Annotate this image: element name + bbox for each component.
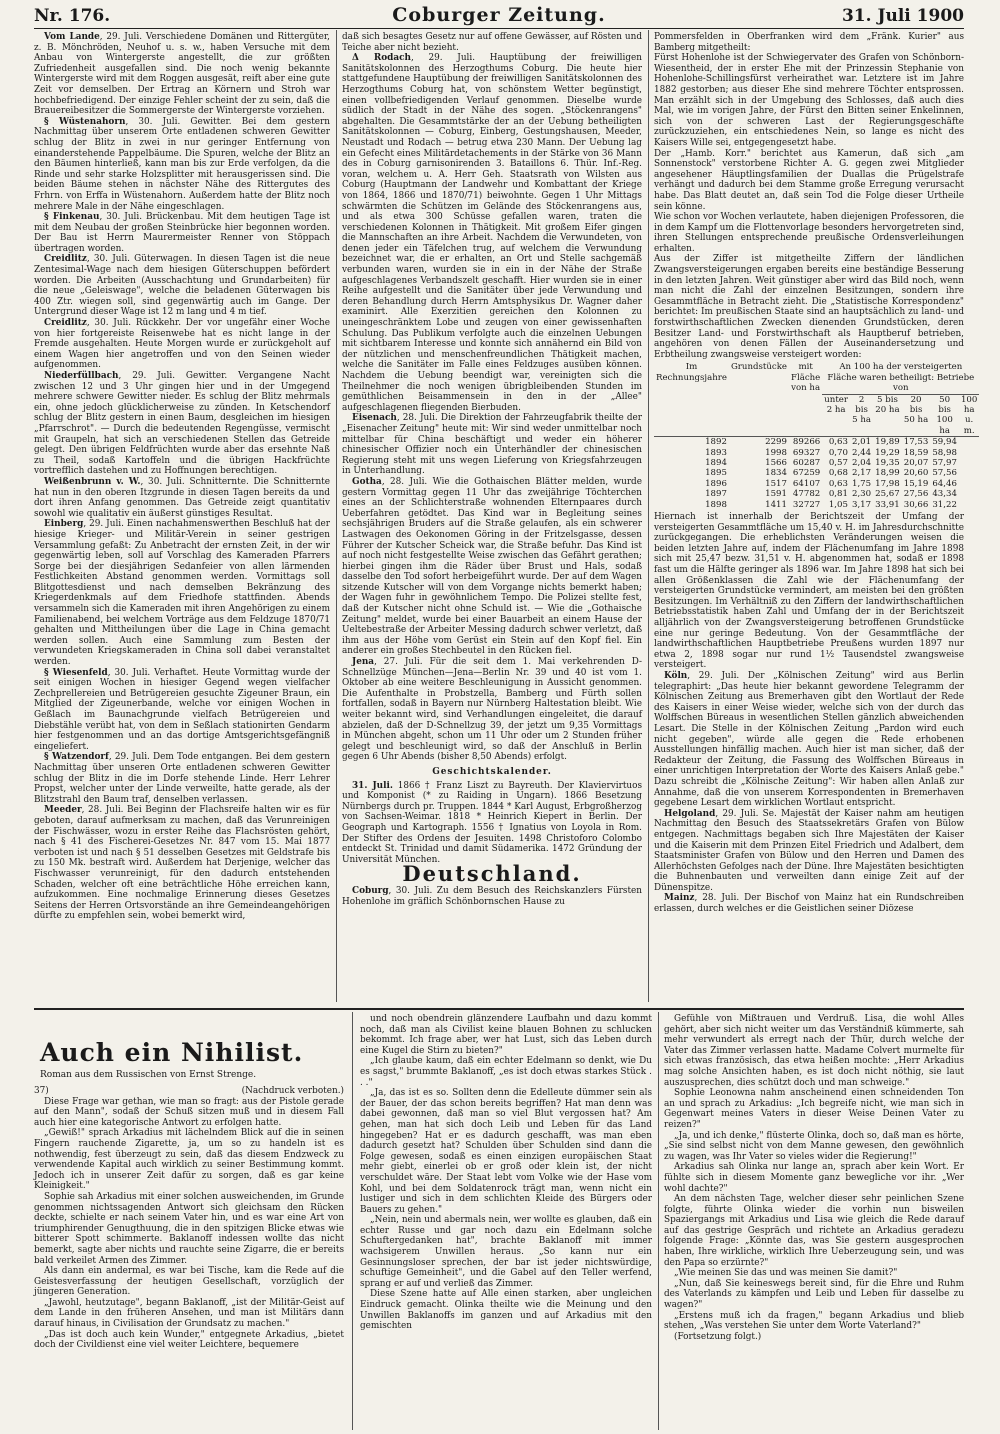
- table-cell: 47782: [792, 489, 821, 500]
- table-cell: 0,63: [828, 437, 848, 448]
- story-paragraph: „Nun, daß Sie keineswegs bereit sind, für die Ehre und Ruhm des Vaterlands zu kämpfen und Leib und Leben für dasselbe zu wagen?": [664, 1278, 964, 1311]
- story-paragraph: „Jawohl, heutzutage", begann Baklanoff, „ist der Militär-Geist auf dem Lande in den früheren Ansehen, und man ist Militärs dann darauf hinaus, in Civilisation der Grundsatz zu machen.": [34, 1297, 344, 1330]
- story-paragraph: Diese Szene hatte auf Alle einen starken, aber ungleichen Eindruck gemacht. Olinka theilte wie die Meinung und den Unwillen Baklanoffs im ganzen und auf Arkadius mit den gemischten: [360, 1289, 652, 1332]
- article-dateline: Δ Rodach: [352, 53, 411, 64]
- story-paragraph: „Wie meinen Sie das und was meinen Sie damit?": [674, 1268, 898, 1279]
- table-header: An 100 ha der versteigerten Fläche waren betheiligt: Betriebe von: [822, 362, 979, 394]
- table-cell: 64,46: [932, 478, 957, 489]
- article-paragraph: [34, 477, 330, 519]
- table-cell: 32727: [792, 499, 821, 510]
- table-cell: 2299: [765, 437, 787, 448]
- table-row: [654, 489, 979, 499]
- reprint-note: (Nachdruck verboten.): [241, 1086, 344, 1096]
- table-cell: 18,99: [875, 468, 900, 479]
- table-row: [654, 458, 979, 468]
- article-text: , 29. Juli. Se. Majestät der Kaiser nahm am heutigen Nachmittag den Besuch des Staatssekretärs Grafen von Bülow entgegen. Nachmittags begaben sich Ihre Majestäten der Kaiser und die Kaiserin mit dem Prinzen Eitel Friedrich und Adalbert, dem Staatsminister Grafen von Bülow und den Herren und Damen des Allerhöchsten Gefolges nach der Düne. Ihre Majestäten besichtigten die Buhnenbauten und verweilten dann einige Zeit auf der Dünenspitze.: [654, 808, 964, 893]
- table-cell: 25,67: [875, 489, 900, 500]
- table-cell: 2,44: [851, 447, 872, 458]
- table-cell: 19,89: [875, 437, 900, 448]
- article-dateline: Eisenach: [352, 413, 397, 424]
- article-text: , 28. Juli. Wie die Gothaischen Blätter melden, wurde gestern Vormittag gegen 11 Uhr das zweijährige Töchterchen eines an der Schlichterstraße wohnenden Elternpaares durch Ueberfahren getödtet. Das Kind war in Begleitung seines sechsjährigen Bruders auf die Straße gelaufen, als ein schwerer Lastwagen des Oekonomen Göring in der Fritzelsgasse, dessen Führer der Kutscher Scheick war, die Straße befuhr. Das Kind ist auf noch nicht festgestellte Weise zwischen das Gefährt gerathen; hierbei gingen ihm die Räder über Brust und Hals, sodaß dasselbe den Tod sofort herbeigeführt wurde. Der auf dem Wagen sitzende Kutscher will von dem Vorgange nichts bemerkt haben; der Wagen fuhr in gewöhnlichem Tempo. Die Polizei stellte fest, daß der Kutscher nicht ohne Schuld ist. — Wie die „Gothaische Zeitung" meldet, wurde bei einer Bauarbeit an einem Hause der Ueltebestraße der Arbeiter Messing dadurch schwer verletzt, daß ihm aus der Höhe vom Gerüst ein Stein auf den Kopf fiel. Ein anderer ein großes Stechbeutel in den Rücken fiel.: [342, 476, 642, 657]
- story-paragraph: Gefühle von Mißtrauen und Verdruß. Lisa, die wohl Alles gehört, aber sich nicht weiter um das Verständniß kümmerte, sah mehr verwundert als erregt nach der Thür, durch welche der Vater das Zimmer verlassen hatte. Madame Colvert murmelte für sich etwas französisch, das etwa heißen mochte: „Herr Arkadius mag solche Ansichten haben, es ist doch nicht nöthig, sie laut auszusprechen, dies schützt doch und man schweige.": [664, 1014, 964, 1088]
- article-text: , 29. Juli. Der „Kölnischen Zeitung" wird aus Berlin telegraphirt: „Das heute hier bekannt gewordene Telegramm der Kölnischen Zeitung aus Bremerhaven gibt den Wortlaut der Rede des Kaisers in einer Weise wieder, welche sich von der durch das Wolffschen Büreaus in wesentlichen Stellen gänzlich abweichenden Lesart. Die Stelle in der Kölnischen Zeitung „Pardon wird euch nicht gegeben", würde alle gegen die Rede erhobenen Ausstellungen hinfällig machen. Auch hier ist man sicher, daß der Redakteur der Zeitung, die Fassung des Wolffschen Büreaus in einer unrichtigen Interpretation der Worte des Kaisers Anlaß gebe." Dazu schreibt die „Kölnische Zeitung": Wir haben allen Anlaß zur Annahme, daß die von unserem Korrespondenten in Bremerhaven gegebene Lesart dem wirklichen Wortlaut entspricht.: [654, 671, 964, 809]
- table-row: [654, 448, 979, 458]
- column-divider: [648, 30, 649, 1002]
- issue-number: Nr. 176.: [34, 6, 111, 26]
- article-text: , 28. Juli. Der Bischof von Mainz hat ein Rundschreiben erlassen, durch welches er die Geistlichen seiner Diözese: [654, 893, 964, 915]
- feuilleton-number: [34, 1086, 344, 1097]
- article-paragraph: [34, 668, 330, 753]
- table-cell: 1898: [705, 499, 727, 510]
- table-cell: 19,35: [875, 458, 900, 469]
- article-text: Pommersfelden in Oberfranken wird dem „Fränk. Kurier" aus Bamberg mitgetheilt:: [654, 32, 964, 53]
- article-text: , 29. Juli. Hauptübung der freiwilligen Sanitätskolonnen des Herzogthums Coburg. Die heute hier stattgefundene Hauptübung der freiwilligen Sanitätskolonnen des Herzogthums Coburg hat, von schönstem Wetter begünstigt, einen vollbefriedigenden Verlauf genommen. Dieselbe wurde südlich der Stadt in der Nähe des sogen. „Stöckenrangens" abgehalten. Die Gesammtstärke der an der Uebung betheiligten Sanitätskolonnen — Coburg, Einberg, Gestungshausen, Meeder, Neustadt und Rodach — betrug etwa 230 Mann. Der Uebung lag ein Gefecht eines Militärdetachements in der Stärke von 36 Mann des in Coburg garnisonirenden 3. Bataillons 6. Thür. Inf.-Reg. voran, welchem u. A. Herr Geh. Staatsrath von Wilsten aus Coburg (Hauptmann der Landwehr und Kombattant der Kriege von 1864, 1866 und 1870/71) beiwohnte. Gegen 1 Uhr Mittags schwärmten die Schützen im Gelände des Stöckenrangens aus, und als etwa 300 Schüsse gefallen waren, traten die verschiedenen Kolonnen in Thätigkeit. Mit großem Eifer gingen die Mannschaften an ihre Arbeit. Nachdem die Verwundeten, von denen jeder ein Täfelchen trug, auf welchem die Verwundung bezeichnet war, die er erhalten, an Ort und Stelle sachgemäß verbunden waren, wurden sie in ein in der Nähe der Straße aufgeschlagenes Verbandszelt geschafft. Hier wurden sie in einer Reihe aufgestellt und die Sanitäter über jede Verwundung und deren Behandlung durch Herrn Amtsphysikus Dr. Wagner daher examinirt. Alle Exerzitien gereichen den Kolonnen zu uneingeschränktem Lobe und zeugen von einer gewissenhaften Schulung. Das Publikum verfolgte auch die einzelnen Uebungen mit sichtbarem Interesse und konnte sich annähernd ein Bild von der nützlichen und menschenfreundlichen Thätigkeit machen, welche die Sanitäter im Falle eines Feldzuges ausüben können. Nachdem die Uebung beendigt war, vereinigten sich die Theilnehmer die noch wenigen übrigbleibenden Stunden im gemüthlichen Beisammensein in den in der „Allee" aufgeschlagenen fliegenden Bierbuden.: [342, 53, 642, 413]
- column-divider: [336, 30, 337, 1002]
- newspaper-title: Coburger Zeitung.: [392, 4, 606, 26]
- table-subheader: 50 bis 100 ha: [930, 394, 959, 437]
- article-paragraph: [654, 893, 964, 914]
- article-text: , 29. Juli. Verschiedene Domänen und Rittergüter, z. B. Mönchröden, Neuhof u. s. w., haben Versuche mit dem Anbau von Wintergerste angestellt, die zur größten Zufriedenheit ausgefallen sind. Die noch wenig bekannte Wintergerste wird mit dem Roggen ausgesät, reift aber eine gute Zeit vor demselben. Der Ertrag an Körnern und Stroh war hochbefriedigend. Der einzige Fehler scheint der zu sein, daß die Brauereibesitzer die Sommergerste der Wintergerste vorziehen.: [34, 32, 330, 117]
- table-cell: 1517: [765, 478, 787, 489]
- table-cell: 1896: [705, 478, 727, 489]
- article-paragraph: [342, 886, 642, 907]
- article-dateline: Jena: [352, 657, 375, 668]
- table-row: [654, 468, 979, 478]
- article-paragraph: [34, 752, 330, 805]
- table-cell: 67259: [792, 468, 821, 479]
- table-cell: 69327: [792, 447, 821, 458]
- masthead: [34, 4, 964, 26]
- article-text: , 29. Juli. Einen nachahmenswerthen Beschluß hat der hiesige Krieger- und Militär-Verein in seiner gestrigen Versammlung gefaßt: Zu Anbetracht der ernsten Zeit, in der wir gegenwärtig leben, soll auf Vorschlag des Kameraden Pfarrers Sorge bei der diesjährigen Sedanfeier von allen lärmenden Festlichkeiten Abstand genommen werden. Vormittags soll Blitgottesdienst und nach demselben Bekränzung des Kriegerdenkmals auf dem Friedhofe stattfinden. Abends versammeln sich die Kameraden mit ihren Angehörigen zu einem Familienabend, bei welchem Vorträge aus dem Feldzuge 1870/71 gehalten und Mittheilungen über die Lage in China gemacht werden sollen. Auch eine Sammlung zum Besten der verwundeten Kriegskameraden in China soll dabei veranstaltet werden.: [34, 519, 330, 668]
- article-dateline: Einberg: [44, 519, 84, 530]
- table-cell: 89266: [792, 437, 821, 448]
- article-text: Hiernach ist innerhalb der Berichtszeit der Umfang der versteigerten Gesammtfläche um 15,40 v. H. im Jahresdurchschnitte zurückgegangen. Die erheblichsten Veränderungen weisen die beiden letzten Jahre auf, indem der Flächenumfang im Jahre 1898 sich mit 25,47 bezw. 31,51 v. H. abgenommen hat, sodaß er 1898 fast um die Hälfte geringer als 1896 war. Im Jahre 1898 hat sich bei allen Größenklassen die Zahl wie der Flächenumfang der versteigerten Grundstücke vermindert, am meisten bei den größten Besitzungen. Im Verhältniß zu den Ziffern der landwirthschaftlichen Betriebsstatistik haben Zahl und Umfang der in der Berichtszeit alljährlich von der Zwangsversteigerung betroffenen Grundstücke eine nur geringe Bedeutung. Von der Gesammtfläche der landwirthschaftlichen Hauptbetriebe Preußens wurden 1897 nur etwa 2, 1898 sogar nur rund 1½ Tausendstel zwangsweise versteigert.: [654, 512, 964, 671]
- article-dateline: Niederfüllbach: [44, 371, 119, 381]
- article-paragraph: [342, 477, 642, 657]
- article-paragraph: [342, 53, 642, 413]
- table-cell: 58,98: [932, 447, 957, 458]
- article-paragraph: [654, 53, 964, 148]
- column-divider: [658, 1012, 659, 1430]
- article-text: , 30. Juli. Güterwagen. In diesen Tagen ist die neue Zentesimal-Wage nach dem hiesigen Güterschuppen befördert worden. Die Arbeiten (Ausschachtung und Grundarbeiten) für die neue „Geleiswage", welche die beladenen Güterwagen bis 400 Ztr. wiegen soll, sind gegenwärtig auch im Gange. Der Untergrund dieser Wage ist 12 m lang und 4 m tief.: [34, 254, 330, 318]
- table-cell: 0,57: [828, 458, 848, 469]
- feuilleton-title: Auch ein Nihilist.: [40, 1038, 304, 1067]
- article-text: , 29. Juli. Dem Tode entgangen. Bei dem gestern Nachmittag über unseren Orte entladenen schweren Gewitter schlug der Blitz in die im Dorfe stehende Linde. Herr Lehrer Propst, welcher unter der Linde verweilte, hatte gerade, als der Blitzstrahl den Baum traf, denselben verlassen.: [34, 752, 330, 805]
- article-paragraph: [654, 212, 964, 254]
- column-2: [342, 32, 642, 998]
- story-paragraph: Diese Frage war gethan, wie man so fragt: aus der Pistole gerade auf den Mann", sodaß der Schuß sitzen muß und in diesem Fall auch hier eine kategorische Antwort zu erfolgen hatte.: [34, 1096, 344, 1128]
- table-cell: 1892: [705, 437, 727, 448]
- feuilleton-column-3: [664, 1014, 964, 1426]
- article-dateline: § Wiesenfeld: [44, 667, 108, 678]
- table-cell: 2,17: [851, 468, 872, 479]
- article-text: , 30. Juli. Verhaftet. Heute Vormittag wurde der seit einigen Wochen in hiesiger Gegend wegen vielfacher Zechprellereien und Betrügereien gesuchte Zigeuner Braun, ein Mitglied der Zigeunerbande, welche vor einigen Wochen in Geßlach im Baunachgrunde vielfach Betrügereien und Diebstähle verübt hat, von dem in Seßlach stationirten Gendarm hier festgenommen und an das dortige Amtsgerichtsgefängniß eingeliefert.: [34, 667, 330, 752]
- story-paragraph: und noch obendrein glänzendere Laufbahn und dazu kommt noch, daß man als Civilist keine blauen Bohnen zu schlucken bekommt. Ich frage aber, wer hat Lust, sich das Leben durch eine Kugel die Stirn zu bieten?": [360, 1014, 652, 1056]
- header-rule: [34, 28, 964, 29]
- issue-date: 31. Juli 1900: [841, 6, 964, 26]
- article-paragraph: [34, 117, 330, 212]
- story-paragraph: Sophie sah Arkadius mit einer solchen ausweichenden, im Grunde genommen nichtssagenden Antwort sich gleichsam den Rücken deckte, schielte er nach seinem Vater hin, und es war eine Art von triumphirender Genugthuung, die in den spitzigen Blicke etwas wie bitterer Spott schimmerte. Baklanoff indessen wollte das nicht bemerkt, sagte aber nichts und rauchte seine Zigarre, die er bereits bald verkeilet Armen des Zimmer.: [34, 1191, 344, 1266]
- article-paragraph: [34, 318, 330, 371]
- table-cell: 1591: [765, 489, 787, 500]
- table-cell: 15,19: [903, 478, 929, 489]
- article-text: , 30. Juli. Brückenbau. Mit dem heutigen Tage ist mit dem Neubau der großen Steinbrücke hier begonnen worden. Der Bau ist Herrn Maurermeister Renner von Stöppach übertragen worden.: [34, 212, 330, 254]
- article-paragraph: [654, 809, 964, 894]
- table-subheader: 20 bis 50 ha: [902, 394, 931, 437]
- table-header: Im Rechnungsjahre: [654, 362, 729, 436]
- article-text: Der „Hamb. Korr." berichtet aus Kamerun, daß sich „am Sonnenstock" verstorbene Richter A. G. gegen zwei Mitglieder angesehener Häuptlingsfamilien der Duallas die Prügelstrafe verhängt und dadurch bei dem Stamme große Erregung verursacht habe. Das Blatt deutet an, daß sein Tod die Folge dieser Urtheile sein könne.: [654, 148, 964, 212]
- table-cell: 1998: [765, 447, 787, 458]
- article-text: , 28. Juli. Die Direktion der Fahrzeugfabrik theilte der „Eisenacher Zeitung" heute mit: Wir sind weder unmittelbar noch mittelbar für China beschäftigt und weder ein höherer chinesischer Offizier noch ein Unterhändler der chinesischen Regierung steht mit uns wegen Lieferung von Kriegsfahrzeugen in Unterhandlung.: [342, 413, 642, 477]
- table-cell: 60287: [792, 458, 821, 469]
- statistics-table: [654, 362, 979, 510]
- table-cell: 31,22: [932, 499, 957, 510]
- table-cell: 19,29: [875, 447, 900, 458]
- article-text: , 28. Juli. Bei Beginn der Flachsreife halten wir es für geboten, darauf aufmerksam zu machen, daß das Verunreinigen der Fischwässer, wozu in erster Reihe das Flachsrösten gehört, nach § 41 des Fischerei-Gesetzes Nr. 847 vom 15. Mai 1877 verboten ist und nach § 51 desselben Gesetzes mit Geldstrafe bis zu 150 Mk. bestraft wird. Außerdem hat Derjenige, welcher das Fischwasser verunreinigt, für den dadurch entstehenden Schaden, welcher oft eine beträchtliche Höhe erreichen kann, aufzukommen. Eine nochmalige Erinnerung dieses Gesetzes Seitens der Herren Ortsvorstände an ihre Gemeindeangehörigen dürfte zu empfehlen sein, wobei bemerkt wird,: [34, 805, 330, 922]
- table-cell: 17,53: [903, 437, 929, 448]
- table-cell: 0,63: [828, 478, 848, 489]
- article-paragraph: [654, 149, 964, 213]
- table-cell: 1895: [705, 468, 727, 479]
- table-cell: 17,98: [875, 478, 900, 489]
- table-cell: 57,97: [932, 458, 957, 469]
- story-paragraph: „Erstens muß ich da fragen," begann Arkadius und blieb stehen, „Was verstehen Sie unter dem Worte Vaterland?": [664, 1310, 964, 1332]
- table-cell: 43,34: [932, 489, 957, 500]
- article-paragraph: [34, 371, 330, 477]
- article-dateline: § Finkenau: [44, 212, 100, 223]
- article-text: Wie schon vor Wochen verlautete, haben diejenigen Professoren, die in dem Kampf um die Flottenvorlage besonders hervorgetreten sind, ihren Stellungen entsprechende preußische Ordensverleihungen erhalten.: [654, 212, 965, 254]
- table-cell: 1893: [705, 447, 727, 458]
- story-paragraph: Als dann ein andermal, es war bei Tische, kam die Rede auf die Geistesverfassung der heutigen Gesellschaft, vorzüglich der jüngeren Generation.: [34, 1266, 344, 1298]
- article-paragraph: [342, 413, 642, 477]
- story-paragraph: „Gewiß!" sprach Arkadius mit lächelndem Blick auf die in seinen Fingern rauchende Zigarette, ja, um so zu handeln ist es nothwendig, fest überzeugt zu sein, daß das diesem Endzweck zu verwendende Kapital auch wirklich zu seiner Bestimmung kommt. Jedoch ich in unserer Zeit dafür zu sorgen, daß es gar keine Kleinigkeit.": [34, 1128, 344, 1192]
- article-dateline: 31. Juli.: [352, 780, 393, 791]
- article-dateline: Meeder: [44, 805, 82, 816]
- table-cell: 2,01: [851, 437, 872, 448]
- table-cell: 2,30: [851, 489, 872, 500]
- feuilleton-author-line: Roman aus dem Russischen von Ernst Strenge.: [40, 1070, 257, 1080]
- article-paragraph: [654, 254, 964, 360]
- article-dateline: Köln: [664, 671, 688, 681]
- table-cell: 1411: [765, 499, 787, 510]
- table-cell: 0,68: [828, 468, 848, 479]
- article-dateline: § Wüstenahorn: [44, 116, 126, 127]
- article-paragraph: [34, 519, 330, 667]
- table-cell: 0,81: [828, 489, 848, 500]
- article-text: Aus der Ziffer ist mitgetheilte Ziffern der ländlichen Zwangsversteigerungen ergaben bereits eine beständige Besserung in den letzten Jahren. Weit günstiger aber wird das Bild noch, wenn man nicht die Zahl der einzelnen Besitzungen, sondern ihre Gesammtfläche in Betracht zieht. Die „Statistische Korrespondenz" berichtet: Im preußischen Staate sind an hauptsächlich zu land- und forstwirthschaftlichen Zwecken dienenden Grundstücken, deren Besitzer Land- und Forstwirthschaft als Hauptberuf betrieben, angehören von denen Fällen der Auseinandersetzung und Erbtheilung zwangsweise versteigert worden:: [654, 254, 964, 360]
- table-cell: 3,17: [851, 499, 872, 510]
- table-cell: 18,59: [903, 447, 929, 458]
- article-paragraph: [34, 32, 330, 117]
- article-dateline: Helgoland: [664, 808, 716, 819]
- feuilleton-subtitle: [40, 1070, 350, 1080]
- feuilleton-column-2: [360, 1014, 652, 1426]
- table-cell: 0,70: [828, 447, 848, 458]
- table-cell: 20,60: [903, 468, 929, 479]
- section-subheading: Geschichtskalender.: [432, 766, 552, 777]
- table-cell: 2,04: [851, 458, 872, 469]
- table-cell: 20,07: [903, 458, 929, 469]
- chapter-number: 37): [34, 1086, 49, 1096]
- article-text: , 29. Juli. Gewitter. Vergangene Nacht zwischen 12 und 3 Uhr gingen hier und in der Umgegend mehrere schwere Gewitter nieder. Es schlug der Blitz mehrmals ein, ohne jedoch glücklicherweise zu zünden. In Ketschendorf schlug der Blitz gestern in einen Baum, desgleichen im hiesigen „Pfarrschrot". — Durch die bedeutenden Regengüsse, vermischt mit Graupeln, hat sich an verschiedenen Stellen das Getreide gelegt. Den übrigen Feldfrüchten wurde aber das ersehnte Naß zu Theil, sodaß Kartoffeln und die übrigen Hackfrüchte vortrefflich dastehen und zu Hoffnungen berechtigen.: [34, 371, 330, 477]
- table-cell: 33,91: [875, 499, 900, 510]
- table-subheader: 100 ha u. m.: [960, 394, 978, 436]
- article-paragraph: [34, 212, 330, 254]
- article-dateline: Creidlitz: [44, 318, 87, 329]
- table-cell: 57,56: [932, 468, 957, 479]
- story-paragraph: (Fortsetzung folgt.): [674, 1331, 762, 1342]
- table-cell: 1894: [705, 458, 727, 469]
- table-cell: 59,94: [932, 437, 957, 448]
- story-paragraph: „Ich glaube kaum, daß ein echter Edelmann so denkt, wie Du es sagst," brummte Baklanoff, „es ist doch etwas starkes Stück . . .": [360, 1056, 652, 1088]
- table-cell: 27,56: [903, 489, 929, 500]
- table-header: Grundstücke: [729, 362, 789, 436]
- article-text: Fürst Hohenlohe ist der Schwiegervater des Grafen von Schönborn-Wiesentheid, der in erster Ehe mit der Prinzessin Stephanie von Hohenlohe-Schillingsfürst verheirathet war. Letztere ist im Jahre 1882 gestorben; aus dieser Ehe sind mehrere Töchter entsprossen. Man erzählt sich in der Umgebung des Schlosses, daß auch dies Mal, wie im vorigen Jahre, der Fürst den Bitten seiner Enkelinnen, sich von der schweren Last der Regierungsgeschäfte zurückzuziehen, ein entschiedenes Nein, so lange es nicht des Kaisers Wille sei, entgegengesetzt habe.: [654, 53, 964, 148]
- table-cell: 1,75: [851, 478, 872, 489]
- article-paragraph: [34, 805, 330, 922]
- article-dateline: Weißenbrunn v. W.: [44, 476, 141, 487]
- article-paragraph: [342, 781, 642, 866]
- feuilleton-rule: [34, 1008, 964, 1010]
- table-cell: 1834: [765, 468, 787, 479]
- article-text: , 30. Juli. Gewitter. Bei dem gestern Nachmittag über unserem Orte entladenen schweren Gewitter schlug der Blitz in zwei in nur geringer Entfernung von einanderstehende Pappelbäume. Die Spuren, welche der Blitz an den Bäumen hinterließ, kann man bis zur Erde verfolgen, da die Rinde und sehr starke Holzsplitter mit herausgerissen sind. Die beiden Bäume stehen in nächster Nähe des Rittergutes des Frhrn. von Erffa in Wüstenahorn. Außerdem hatte der Blitz noch mehrere Male in der Nähe eingeschlagen.: [34, 116, 330, 212]
- article-paragraph: [654, 671, 964, 809]
- story-paragraph: Arkadius sah Olinka nur lange an, sprach aber kein Wort. Er fühlte sich in diesem Momente ganz bewegliche vor ihr. „Wer wohl dachte?": [664, 1162, 964, 1194]
- article-dateline: Vom Lande: [44, 32, 100, 42]
- article-text: , 27. Juli. Für die seit dem 1. Mai verkehrenden D-Schnellzüge München—Jena—Berlin Nr. 39 und 40 ist vom 1. Oktober ab eine weitere Beschleunigung in Aussicht genommen. Die Aufenthalte in Probstzella, Bamberg und Fürth sollen fortfallen, sodaß in Bayern nur Nürnberg Haltestation bleibt. Wie weiter bekannt wird, sind Verhandlungen eingeleitet, die darauf abzielen, daß der D-Schnellzug 39, der jetzt um 9,35 Vormittags in München abgeht, schon um 11 Uhr oder um 2 Stunden früher gelegt und beschleunigt wird, so daß der Anschluß in Berlin gegen 6 Uhr Abends (bisher 8,50 Abends) erfolgt.: [342, 657, 642, 763]
- column-1: [34, 32, 330, 998]
- table-row: [654, 437, 979, 448]
- table-header: mit Fläche von ha: [789, 362, 822, 436]
- article-text: daß sich besagtes Gesetz nur auf offene Gewässer, auf Rösten und Teiche aber nicht bezieht.: [342, 32, 642, 53]
- article-paragraph: [342, 32, 642, 53]
- table-cell: 1566: [765, 458, 787, 469]
- section-heading: Deutschland.: [402, 861, 582, 887]
- column-3: [654, 32, 978, 998]
- story-paragraph: An dem nächsten Tage, welcher dieser sehr peinlichen Szene folgte, führte Olinka wieder die vorhin nun bisweilen Spaziergangs mit Arkadius und Lisa wie gleich die Rede darauf auf das gestrige Gespräch und richtete an Arkadius geradezu folgende Frage: „Könnte das, was Sie gestern ausgesprochen haben, Ihre wirkliche, wirklich Ihre Ueberzeugung sein, und was den Papa so erzürnte?": [664, 1194, 964, 1268]
- article-dateline: Creidlitz: [44, 254, 87, 265]
- article-text: , 30. Juli. Schnitternte. Die Schnitternte hat nun in den oberen Itzgrunde in diesen Tagen bereits da und dort ihren Anfang genommen. Das Getreide zeigt quantitativ sowohl wie qualitativ ein äußerst günstiges Resultat.: [34, 476, 331, 519]
- feuilleton-column-1: [34, 1086, 344, 1426]
- story-paragraph: „Ja, und ich denke," flüsterte Olinka, doch so, daß man es hörte, „Sie sind selbst nicht von dem Manne gewesen, den gewöhnlich zu wagen, was Ihr Vater so vieles wider die Regierung!": [664, 1130, 964, 1162]
- story-paragraph: „Das ist doch auch kein Wunder," entgegnete Arkadius, „bietet doch der Civildienst eine viel weiter Leichtere, bequemere: [34, 1329, 344, 1351]
- table-subheader: 2 bis 5 ha: [850, 394, 873, 437]
- table-cell: 1,05: [828, 499, 848, 510]
- column-divider: [352, 1012, 353, 1430]
- story-paragraph: „Nein, nein und abermals nein, wer wollte es glauben, daß ein echter Russe und gar noch dazu ein Edelmann solche Schuftergedanken hat", brachte Baklanoff mit immer wachsigerem Unwillen heraus. „So kann nur ein Gesinnungsloser sprechen, der bar ist jeder nichtswürdige, schuftige Gemeinheit", und die Gabel auf den Teller werfend, sprang er auf und verließ das Zimmer.: [360, 1215, 652, 1289]
- table-subheader: 5 bis 20 ha: [873, 394, 902, 437]
- article-paragraph: [342, 657, 642, 763]
- article-dateline: Coburg: [352, 885, 389, 896]
- article-text: 1866 † Franz Liszt zu Bayreuth. Der Klaviervirtuos und Komponist (* zu Raiding in Ungarn). 1866 Besetzung Nürnbergs durch pr. Truppen. 1844 * Karl August, Erbgroßherzog von Sachsen-Weimar. 1818 * Heinrich Kiepert in Berlin. Der Geograph und Kartograph. 1556 † Ignatius von Loyola in Rom. Der Stifter des Ordens der Jesuiten. 1498 Christoforo Colombo entdeckt St. Trinidad und damit Südamerika. 1472 Gründung der Universität München.: [342, 780, 643, 865]
- table-cell: 64107: [792, 478, 821, 489]
- table-row: [654, 479, 979, 489]
- article-paragraph: [654, 32, 964, 53]
- article-paragraph: [34, 254, 330, 318]
- article-dateline: Mainz: [664, 893, 695, 904]
- story-paragraph: „Ja, das ist es so. Sollten denn die Edelleute dümmer sein als der Bauer, der das schon bereits begriffen? Hat man denn was dabei gewonnen, daß man so viel Blut vergossen hat? Am gehen, man hat sich doch Leib und Leben für das Land hingegeben? Hat er es dadurch geschafft, was man eben dadurch gesetzt hat? Schulden über Schulden sind dann die Folge gewesen, sodaß es einen einzigen europäischen Staat mehr giebt, einerlei ob er groß oder klein ist, der nicht verschuldet wäre. Der Staat lebt vom Volke wie der Hase vom Kohl, und bei dem Soldatenrock trägt man, wenn nicht ein lustiger und sich in dem schlichten Kleide des Bürgers oder Bauers zu gehen.": [360, 1088, 652, 1215]
- table-cell: 1897: [705, 489, 727, 500]
- table-cell: 30,66: [903, 499, 929, 510]
- article-paragraph: [654, 512, 964, 671]
- article-dateline: § Watzendorf: [44, 752, 109, 763]
- table-row: [654, 500, 979, 510]
- table-subheader: unter 2 ha: [822, 394, 850, 437]
- article-text: , 30. Juli. Zu dem Besuch des Reichskanzlers Fürsten Hohenlohe im gräflich Schönbornschen Hause zu: [342, 885, 642, 907]
- story-paragraph: Sophie Leonowna nahm anscheinend einen schneidenden Ton an und sprach zu Arkadius: „Ich begreife nicht, wie man sich in Gegenwart meines Vaters in dieser Weise Deinen Vater zu reizen?": [664, 1088, 964, 1130]
- article-text: , 30. Juli. Rückkehr. Der vor ungefähr einer Woche von hier fortgereiste Reisenwebe hat es nicht lange in der Fremde ausgehalten. Heute Morgen wurde er zurückgeholt auf einem Wagen hier angetroffen und von den Seinen wieder aufgenommen.: [34, 318, 330, 371]
- article-dateline: Gotha: [352, 476, 382, 487]
